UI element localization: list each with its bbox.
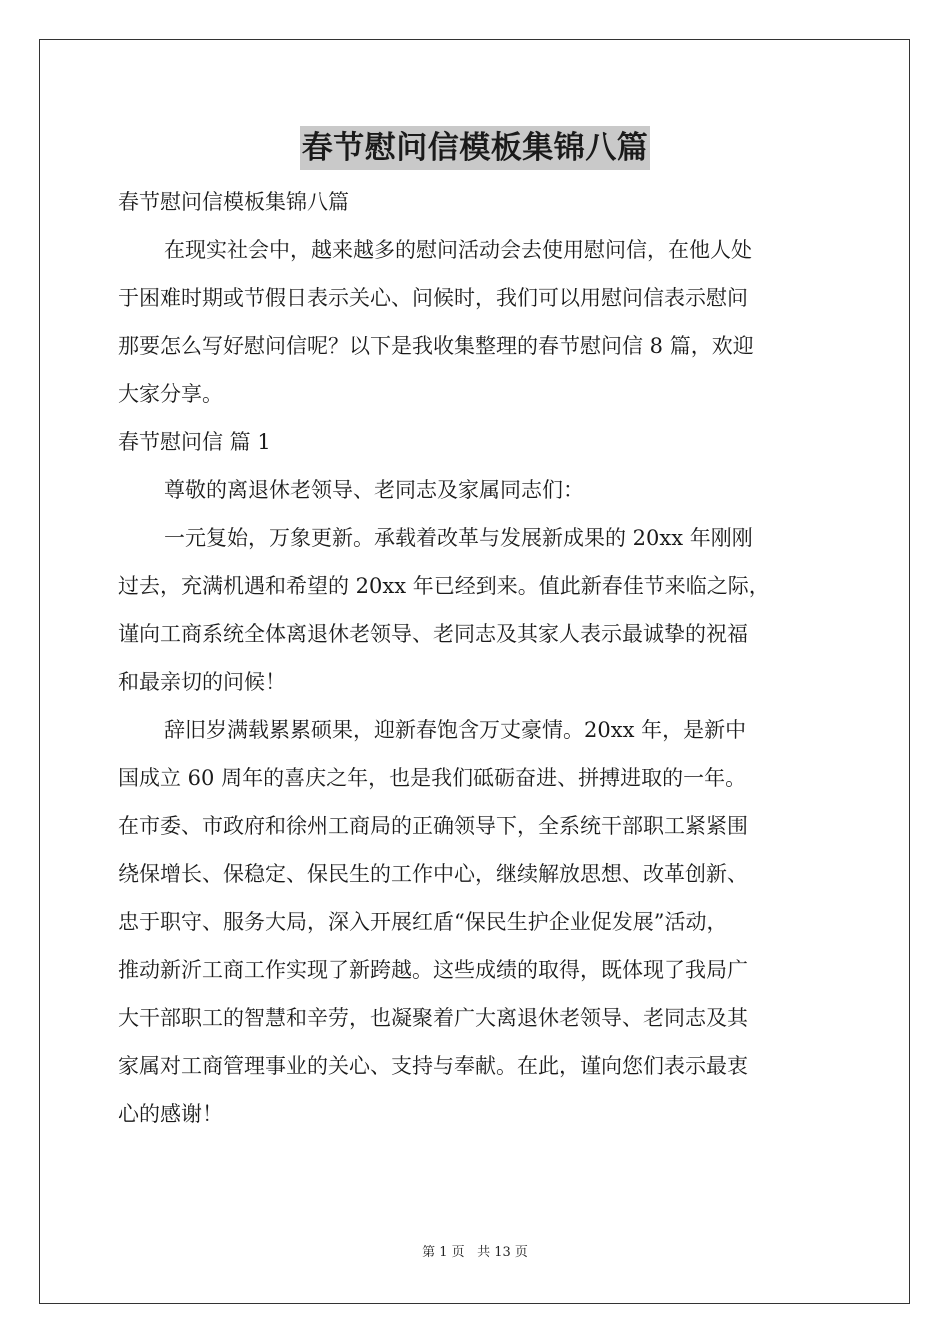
body-line: 心的感谢！ [118,1102,223,1126]
body-line: 一元复始，万象更新。承载着改革与发展新成果的 20xx 年刚刚 [164,526,753,550]
body-line: 国成立 60 周年的喜庆之年，也是我们砥砺奋进、拼搏进取的一年。 [118,766,747,790]
body-line: 春节慰问信 篇 1 [118,430,271,454]
document-title: 春节慰问信模板集锦八篇 [300,126,651,170]
body-line: 那要怎么写好慰问信呢？以下是我收集整理的春节慰问信 8 篇，欢迎 [118,334,754,358]
body-line: 推动新沂工商工作实现了新跨越。这些成绩的取得，既体现了我局广 [118,958,748,982]
page-footer [0,1243,950,1263]
document-body [118,178,843,1138]
body-line: 大干部职工的智慧和辛劳，也凝聚着广大离退休老领导、老同志及其 [118,1006,748,1030]
body-line: 过去，充满机遇和希望的 20xx 年已经到来。值此新春佳节来临之际， [118,574,770,598]
current-page-label: 第 1 页 [422,1245,465,1260]
body-line: 家属对工商管理事业的关心、支持与奉献。在此，谨向您们表示最衷 [118,1054,748,1078]
body-line: 于困难时期或节假日表示关心、问候时，我们可以用慰问信表示慰问 [118,286,748,310]
body-line: 忠于职守、服务大局，深入开展红盾“保民生护企业促发展”活动， [118,910,728,934]
title-container [0,126,950,170]
body-line: 在现实社会中，越来越多的慰问活动会去使用慰问信，在他人处 [164,238,752,262]
total-pages-label: 共 13 页 [477,1245,528,1260]
body-line: 尊敬的离退休老领导、老同志及家属同志们： [164,478,584,502]
body-line: 和最亲切的问候！ [118,670,286,694]
body-line: 在市委、市政府和徐州工商局的正确领导下，全系统干部职工紧紧围 [118,814,748,838]
body-line: 春节慰问信模板集锦八篇 [118,190,349,214]
body-line: 辞旧岁满载累累硕果，迎新春饱含万丈豪情。20xx 年，是新中 [164,718,747,742]
body-line: 大家分享。 [118,382,223,406]
body-line: 谨向工商系统全体离退休老领导、老同志及其家人表示最诚挚的祝福 [118,622,748,646]
body-line: 绕保增长、保稳定、保民生的工作中心，继续解放思想、改革创新、 [118,862,748,886]
